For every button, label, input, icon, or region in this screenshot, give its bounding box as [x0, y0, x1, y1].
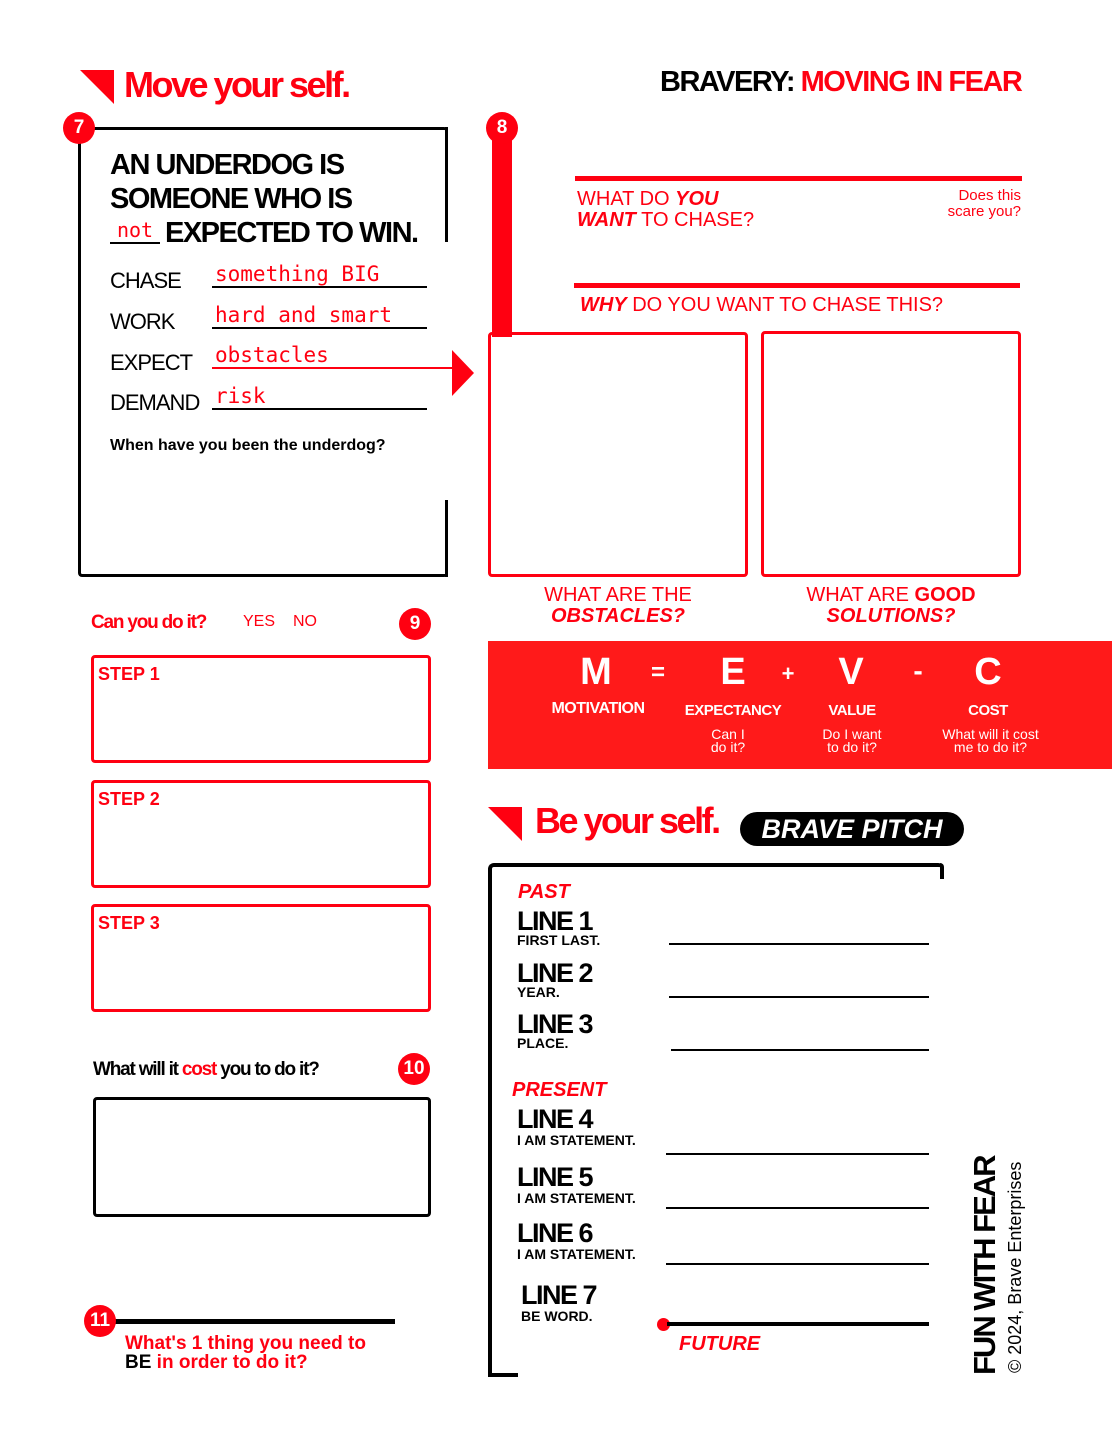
corner-triangle-icon: [80, 70, 114, 104]
why-rest: DO YOU WANT TO CHASE THIS?: [626, 294, 944, 316]
copyright-text: © 2024, Brave Enterprises: [1005, 1161, 1025, 1373]
box-edge: [445, 127, 448, 242]
step-2-label: STEP 2: [98, 789, 160, 809]
yes-option[interactable]: YES: [243, 613, 276, 630]
bravery-title: [660, 66, 1021, 99]
line-1-sub: FIRST LAST.: [517, 932, 601, 948]
expect-label: EXPECT: [110, 350, 193, 375]
formula-plus: +: [781, 661, 795, 686]
scare-question: [900, 188, 1021, 220]
frame-edge: [940, 863, 944, 879]
solutions-caption: [761, 585, 1021, 627]
underdog-line-3: EXPECTED TO WIN.: [165, 217, 418, 249]
formula-minus: -: [913, 655, 923, 686]
step-badge-11: 11: [84, 1305, 116, 1337]
be-q-be: BE: [125, 1352, 152, 1373]
scare-1: Does this: [958, 187, 1021, 204]
brave-pitch-badge: BRAVE PITCH: [740, 812, 964, 846]
frame-edge: [488, 1373, 518, 1377]
line-5-label: LINE 5: [517, 1162, 593, 1192]
line-7-field[interactable]: [667, 1322, 929, 1326]
no-option[interactable]: NO: [293, 613, 317, 630]
box-edge: [445, 500, 448, 577]
why-bold: WHY: [580, 294, 627, 316]
q1c: WANT: [577, 209, 636, 231]
line-4-label: LINE 4: [517, 1104, 593, 1134]
divider: [100, 1319, 395, 1324]
q1d: TO CHASE?: [635, 209, 755, 231]
line-3-label: LINE 3: [517, 1009, 593, 1039]
red-rule: [575, 176, 1022, 181]
obstacles-box[interactable]: [488, 332, 748, 577]
ed1: Can I: [711, 726, 745, 742]
underdog-question: When have you been the underdog?: [110, 437, 386, 454]
line-6-sub: I AM STATEMENT.: [517, 1246, 636, 1262]
vd1: Do I want: [822, 726, 882, 742]
line-5-field[interactable]: [666, 1207, 929, 1209]
obs2: OBSTACLES?: [550, 605, 686, 627]
step-badge-7: 7: [63, 112, 95, 144]
formula-banner: [488, 641, 1112, 769]
line-5-sub: I AM STATEMENT.: [517, 1190, 636, 1206]
line-6-label: LINE 6: [517, 1218, 593, 1248]
present-label: PRESENT: [512, 1079, 607, 1101]
expectancy-label: EXPECTANCY: [684, 702, 782, 719]
pitch-title: Be your self.: [535, 800, 719, 841]
line-2-field[interactable]: [669, 996, 929, 998]
cost-q-red: cost: [181, 1059, 217, 1080]
line-7-sub: BE WORD.: [521, 1308, 593, 1324]
line-6-field[interactable]: [666, 1263, 929, 1265]
red-rule: [574, 283, 1020, 288]
step-1-label: STEP 1: [98, 664, 160, 684]
expectancy-desc: [678, 728, 778, 754]
value-desc: [802, 728, 902, 754]
why-question: [580, 294, 943, 317]
cost-q-pre: What will it: [93, 1059, 182, 1080]
line-3-sub: PLACE.: [517, 1035, 569, 1051]
sol1b: GOOD: [914, 584, 976, 606]
be-q-line2: in order to do it?: [151, 1352, 308, 1373]
step-3-box[interactable]: [91, 904, 431, 1012]
line-1-label: LINE 1: [517, 906, 593, 936]
q1b: YOU: [675, 188, 719, 210]
line-2-label: LINE 2: [517, 958, 593, 988]
line-7-label: LINE 7: [521, 1280, 597, 1310]
formula-e: E: [720, 651, 746, 693]
formula-c: C: [974, 651, 1002, 693]
underdog-line-2: SOMEONE WHO IS: [110, 183, 352, 215]
step-3-label: STEP 3: [98, 913, 160, 933]
fun-with-fear-label: FUN WITH FEAR: [967, 1156, 1002, 1375]
q1a: WHAT DO: [577, 188, 676, 210]
cost-q-post: you to do it?: [216, 1059, 319, 1080]
line-3-field[interactable]: [671, 1049, 929, 1051]
scare-2: scare you?: [947, 203, 1021, 220]
value-label: VALUE: [828, 702, 876, 719]
formula-m: M: [580, 651, 612, 693]
cd2: me to do it?: [953, 739, 1028, 755]
step-badge-9: 9: [399, 608, 431, 640]
motivation-label: MOTIVATION: [551, 700, 645, 717]
future-label: FUTURE: [679, 1333, 761, 1355]
chase-label: CHASE: [110, 268, 181, 293]
page-title: Move your self.: [124, 64, 349, 105]
cd1: What will it cost: [942, 726, 1039, 742]
solutions-box[interactable]: [761, 331, 1021, 577]
line-2-sub: YEAR.: [517, 984, 560, 1000]
step-badge-10: 10: [398, 1053, 430, 1085]
line-1-field[interactable]: [669, 943, 929, 945]
cost-label: COST: [968, 702, 1008, 719]
be-q-line1: What's 1 thing you need to: [125, 1333, 366, 1354]
sol2: SOLUTIONS?: [826, 605, 956, 627]
expect-answer[interactable]: obstacles: [212, 343, 457, 369]
sol1a: WHAT ARE: [806, 584, 915, 606]
work-label: WORK: [110, 309, 175, 334]
red-bar: [492, 127, 512, 337]
be-question: [125, 1334, 366, 1372]
formula-v: V: [838, 651, 864, 693]
cost-question: [93, 1059, 319, 1081]
obstacles-caption: [488, 585, 748, 627]
work-answer[interactable]: hard and smart: [212, 303, 427, 329]
title-black: BRAVERY:: [660, 66, 795, 98]
step-badge-8: 8: [486, 112, 518, 144]
ed2: do it?: [710, 739, 746, 755]
step-2-box[interactable]: [91, 780, 431, 888]
formula-eq: =: [650, 659, 665, 686]
chase-answer[interactable]: something BIG: [212, 262, 427, 288]
can-you-question: Can you do it?: [91, 612, 207, 633]
cost-desc: [923, 728, 1058, 754]
chase-question: [577, 189, 754, 231]
blank-answer[interactable]: not: [110, 218, 160, 244]
cost-answer-box[interactable]: [93, 1097, 431, 1217]
past-label: PAST: [518, 881, 570, 903]
underdog-line-1: AN UNDERDOG IS: [110, 149, 344, 181]
step-1-box[interactable]: [91, 655, 431, 763]
vd2: to do it?: [827, 739, 877, 755]
demand-label: DEMAND: [110, 390, 200, 415]
line-4-sub: I AM STATEMENT.: [517, 1132, 636, 1148]
arrow-right-icon: [452, 350, 474, 396]
obs1: WHAT ARE THE: [544, 584, 692, 606]
demand-answer[interactable]: risk: [212, 384, 427, 410]
corner-triangle-icon: [488, 807, 522, 841]
line-4-field[interactable]: [666, 1153, 929, 1155]
title-red: MOVING IN FEAR: [800, 66, 1022, 98]
